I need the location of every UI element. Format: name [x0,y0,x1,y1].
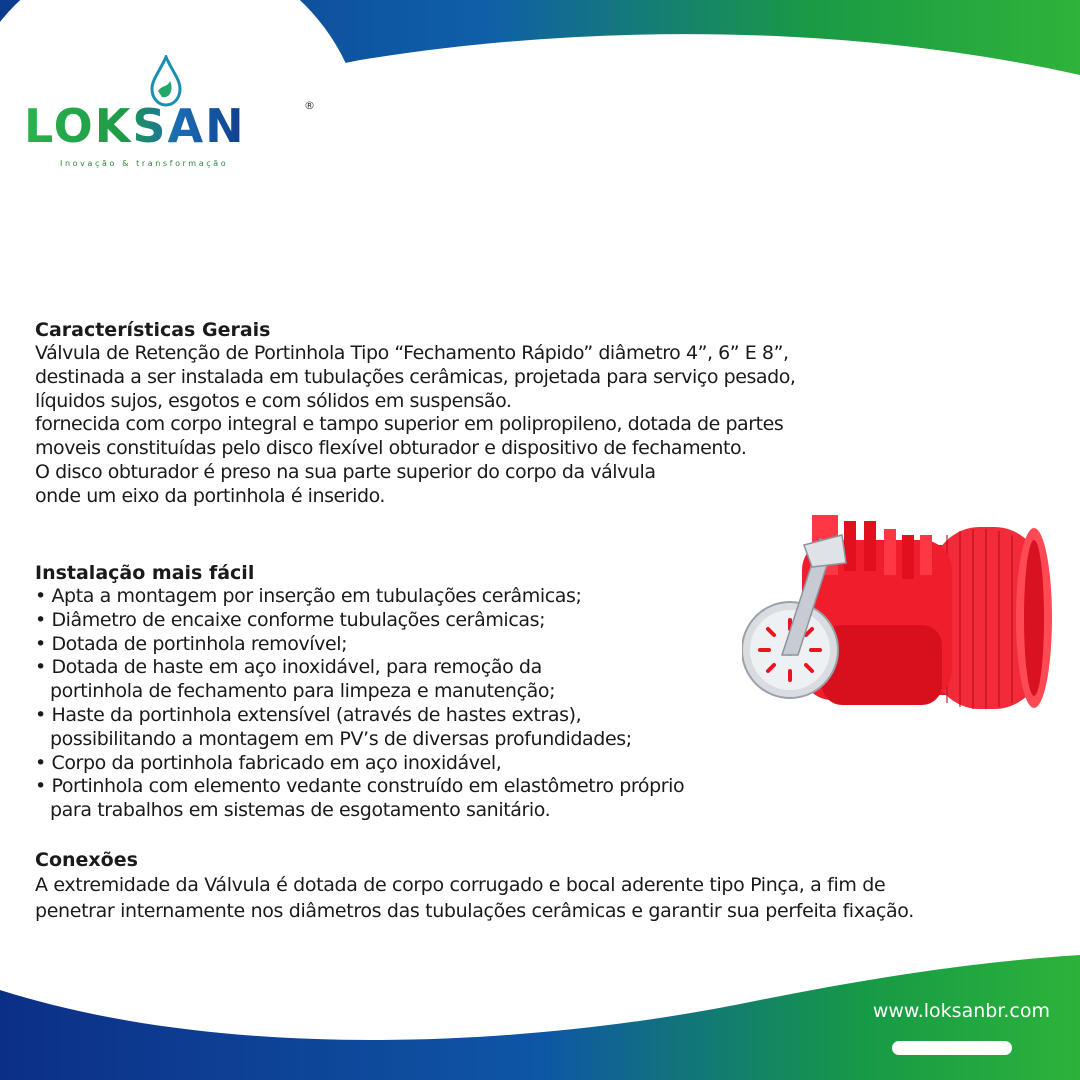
body-line: penetrar internamente nos diâmetros das tubulações cerâmicas e garantir sua perfeita fixação. [35,900,914,922]
body-line: onde um eixo da portinhola é inserido. [35,484,385,507]
bullet-continuation: para trabalhos em sistemas de esgotamento sanitário. [50,799,551,822]
website-link[interactable]: www.loksanbr.com [872,1000,1050,1022]
body-line: O disco obturador é preso na sua parte superior do corpo da válvula [35,460,656,483]
bullet-line: • Apta a montagem por inserção em tubulações cerâmicas; [35,585,582,607]
body-line: Válvula de Retenção de Portinhola Tipo “Fechamento Rápido” diâmetro 4”, 6” E 8”, [35,342,789,364]
bullet-line: • Dotada de haste em aço inoxidável, para remoção da [35,656,542,679]
section-caracteristicas [35,319,795,509]
section-heading: Conexões [35,849,138,871]
bullet-continuation: possibilitando a montagem em PV’s de diversas profundidades; [50,727,632,750]
bullet-line: • Corpo da portinhola fabricado em aço inoxidável, [35,751,502,774]
brand-tagline: Inovação & transformação [60,159,229,168]
footer-pill [892,1041,1012,1055]
registered-mark: ® [304,99,315,112]
section-conexoes [35,849,914,924]
bullet-line: • Haste da portinhola extensível (através de hastes extras), [35,703,582,726]
bullet-continuation: portinhola de fechamento para limpeza e manutenção; [50,680,556,703]
red-check-valve-image [742,505,1054,735]
section-heading: Instalação mais fácil [35,562,255,584]
bullet-line: • Portinhola com elemento vedante construído em elastômetro próprio [35,775,685,798]
bullet-line: • Diâmetro de encaixe conforme tubulações cerâmicas; [35,608,546,631]
body-line: líquidos sujos, esgotos e com sólidos em suspensão. [35,389,512,412]
section-heading: Características Gerais [35,319,271,341]
bullet-line: • Dotada de portinhola removível; [35,632,348,655]
body-line: fornecida com corpo integral e tampo superior em polipropileno, dotada de partes [35,413,784,436]
brand-name: LOKSAN [24,99,246,153]
body-line: moveis constituídas pelo disco flexível obturador e dispositivo de fechamento. [35,437,747,460]
body-line: A extremidade da Válvula é dotada de corpo corrugado e bocal aderente tipo Pinça, a fim de [35,874,886,896]
section-instalacao [35,562,684,823]
logo-circle [0,0,365,355]
body-line: destinada a ser instalada em tubulações cerâmicas, projetada para serviço pesado, [35,365,796,388]
brand-logo [20,55,320,175]
